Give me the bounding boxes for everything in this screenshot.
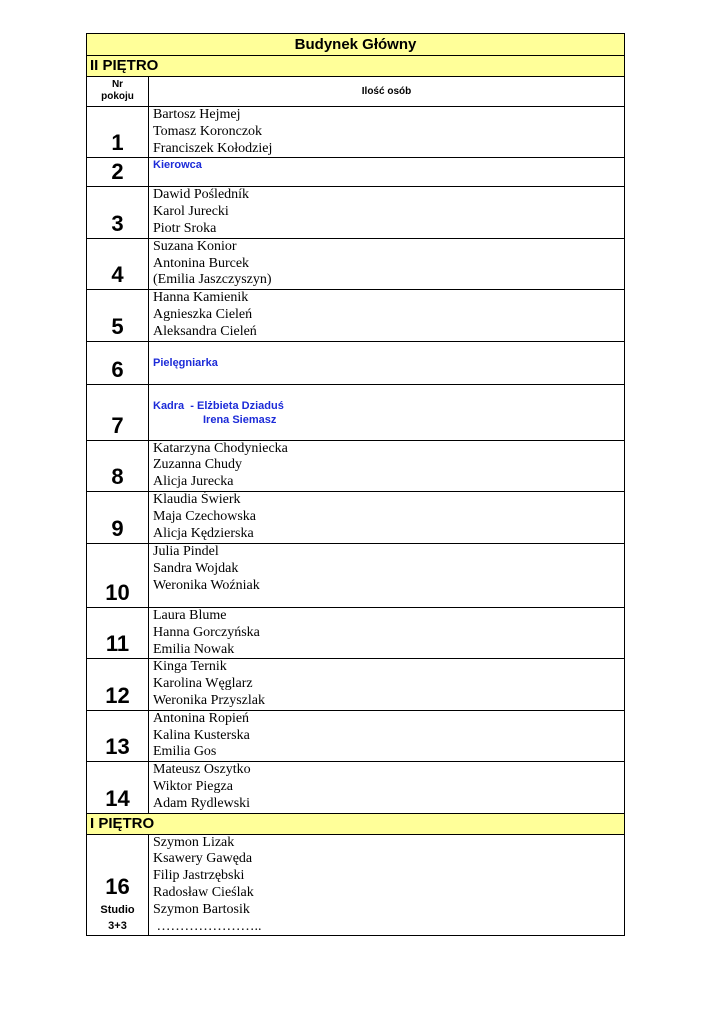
occupants-cell: [149, 834, 625, 936]
room-number-cell: [87, 543, 149, 607]
occupant: Piotr Sroka: [153, 220, 217, 236]
occupant: Katarzyna Chodyniecka: [153, 440, 288, 456]
occupant: Tomasz Koronczok: [153, 123, 263, 139]
floor-label: I PIĘTRO: [87, 813, 625, 834]
room-number-cell: [87, 238, 149, 289]
occupants-cell: [149, 710, 625, 761]
room-number-cell: [87, 491, 149, 543]
occupants-cell: [149, 762, 625, 813]
occupant: Sandra Wojdak: [153, 560, 239, 576]
floor-row: [87, 813, 625, 834]
building-row: [87, 34, 625, 56]
occupant: Franciszek Kołodziej: [153, 140, 273, 156]
occupant: (Emilia Jaszczyszyn): [153, 272, 272, 288]
table-row: [87, 238, 625, 289]
occupant: Suzana Konior: [153, 238, 237, 254]
room-number-cell: [87, 187, 149, 238]
floor-label: II PIĘTRO: [87, 56, 625, 77]
occupant: Kinga Ternik: [153, 659, 227, 675]
table-row: [87, 659, 625, 710]
occupant: Antonina Burcek: [153, 255, 250, 271]
table-row: [87, 187, 625, 238]
table-row: [87, 107, 625, 158]
room-subtitle-text: Studio 3+3: [100, 904, 135, 933]
occupant: Bartosz Hejmej: [153, 107, 241, 122]
room-number-cell: [87, 158, 149, 187]
occupant: Dawid Pośledník: [153, 187, 250, 203]
role-cell: [149, 384, 625, 440]
room-number-cell: [87, 762, 149, 813]
occupant: Filip Jastrzębski: [153, 868, 245, 884]
room-number: 7: [111, 412, 124, 438]
occupant: Ksawery Gawęda: [153, 851, 253, 867]
room-number: 12: [105, 682, 130, 708]
room-number: 8: [111, 463, 124, 489]
occupants-cell: [149, 659, 625, 710]
occupant: Karol Jurecki: [153, 204, 229, 220]
occupants-cell: [149, 107, 625, 158]
occupant: Julia Pindel: [153, 543, 219, 559]
role-cell: Pielęgniarka: [149, 341, 625, 384]
occupants-cell: [149, 440, 625, 491]
occupant: Zuzanna Chudy: [153, 457, 243, 473]
room-number: 16: [105, 874, 130, 900]
room-number: 13: [105, 734, 130, 760]
table-row: [87, 440, 625, 491]
table-row: [87, 543, 625, 607]
occupants-cell: [149, 290, 625, 341]
occupant: Hanna Kamienik: [153, 290, 249, 306]
occupants-cell: [149, 543, 625, 607]
occupant: Szymon Bartosik: [153, 901, 250, 917]
occupant: Karolina Węglarz: [153, 676, 253, 692]
occupant: Kalina Kusterska: [153, 727, 250, 743]
occupant: Emilia Nowak: [153, 641, 235, 657]
table-row: [87, 384, 625, 440]
room-number-cell: [87, 341, 149, 384]
table-row: [87, 290, 625, 341]
room-subtitle: [87, 902, 148, 934]
room-number: 5: [111, 313, 124, 339]
occupant: Emilia Gos: [153, 744, 217, 760]
occupant: Weronika Przyszlak: [153, 692, 265, 708]
room-number: 6: [111, 356, 124, 382]
room-number: 11: [105, 631, 130, 657]
header-room-number-text: Nr pokoju: [101, 79, 134, 102]
occupant: Adam Rydlewski: [153, 795, 251, 811]
floor-row: [87, 56, 625, 77]
occupant: Antonina Ropień: [153, 710, 250, 726]
occupant: Szymon Lizak: [153, 834, 235, 850]
occupants-cell: [149, 491, 625, 543]
table-row: [87, 341, 625, 384]
occupant: Radosław Cieślak: [153, 884, 254, 900]
occupant: Alicja Kędzierska: [153, 525, 254, 541]
header-room-number: [87, 77, 149, 107]
occupant: Klaudia Świerk: [153, 491, 241, 507]
occupant: Aleksandra Cieleń: [153, 323, 257, 339]
room-number-cell: [87, 834, 149, 936]
room-number: 1: [111, 130, 124, 156]
occupant: Laura Blume: [153, 607, 227, 623]
occupant: …………………..: [153, 918, 262, 934]
room-number: 10: [105, 579, 130, 605]
room-number: 14: [105, 785, 130, 811]
room-number-cell: [87, 290, 149, 341]
room-number: 4: [111, 262, 124, 288]
occupant: Mateusz Oszytko: [153, 762, 251, 778]
header-people: Ilość osób: [149, 77, 625, 107]
rooming-table: [86, 33, 625, 936]
room-number: 9: [111, 515, 124, 541]
occupant: Alicja Jurecka: [153, 474, 234, 490]
table-row: [87, 762, 625, 813]
room-number: 2: [111, 159, 124, 185]
room-number-cell: [87, 659, 149, 710]
occupant: Wiktor Piegza: [153, 778, 233, 794]
table-row: [87, 491, 625, 543]
room-number-cell: [87, 607, 149, 658]
staff-line: Kadra - Elżbieta Dziaduś: [153, 399, 284, 412]
staff-line: Irena Siemasz: [203, 413, 277, 426]
room-number-cell: [87, 107, 149, 158]
room-number-cell: [87, 384, 149, 440]
header-row: [87, 77, 625, 107]
table-row: [87, 710, 625, 761]
occupants-cell: [149, 607, 625, 658]
occupant: Agnieszka Cieleń: [153, 306, 253, 322]
room-number-cell: [87, 440, 149, 491]
room-number-cell: [87, 710, 149, 761]
occupants-cell: [149, 238, 625, 289]
table-row: [87, 607, 625, 658]
occupant: Hanna Gorczyńska: [153, 624, 260, 640]
table-row: [87, 834, 625, 936]
role-cell: Kierowca: [149, 158, 625, 187]
table-row: [87, 158, 625, 187]
occupants-cell: [149, 187, 625, 238]
occupant: Weronika Woźniak: [153, 577, 260, 593]
occupant: Maja Czechowska: [153, 508, 257, 524]
room-number: 3: [111, 210, 124, 236]
building-title: Budynek Główny: [87, 34, 625, 56]
